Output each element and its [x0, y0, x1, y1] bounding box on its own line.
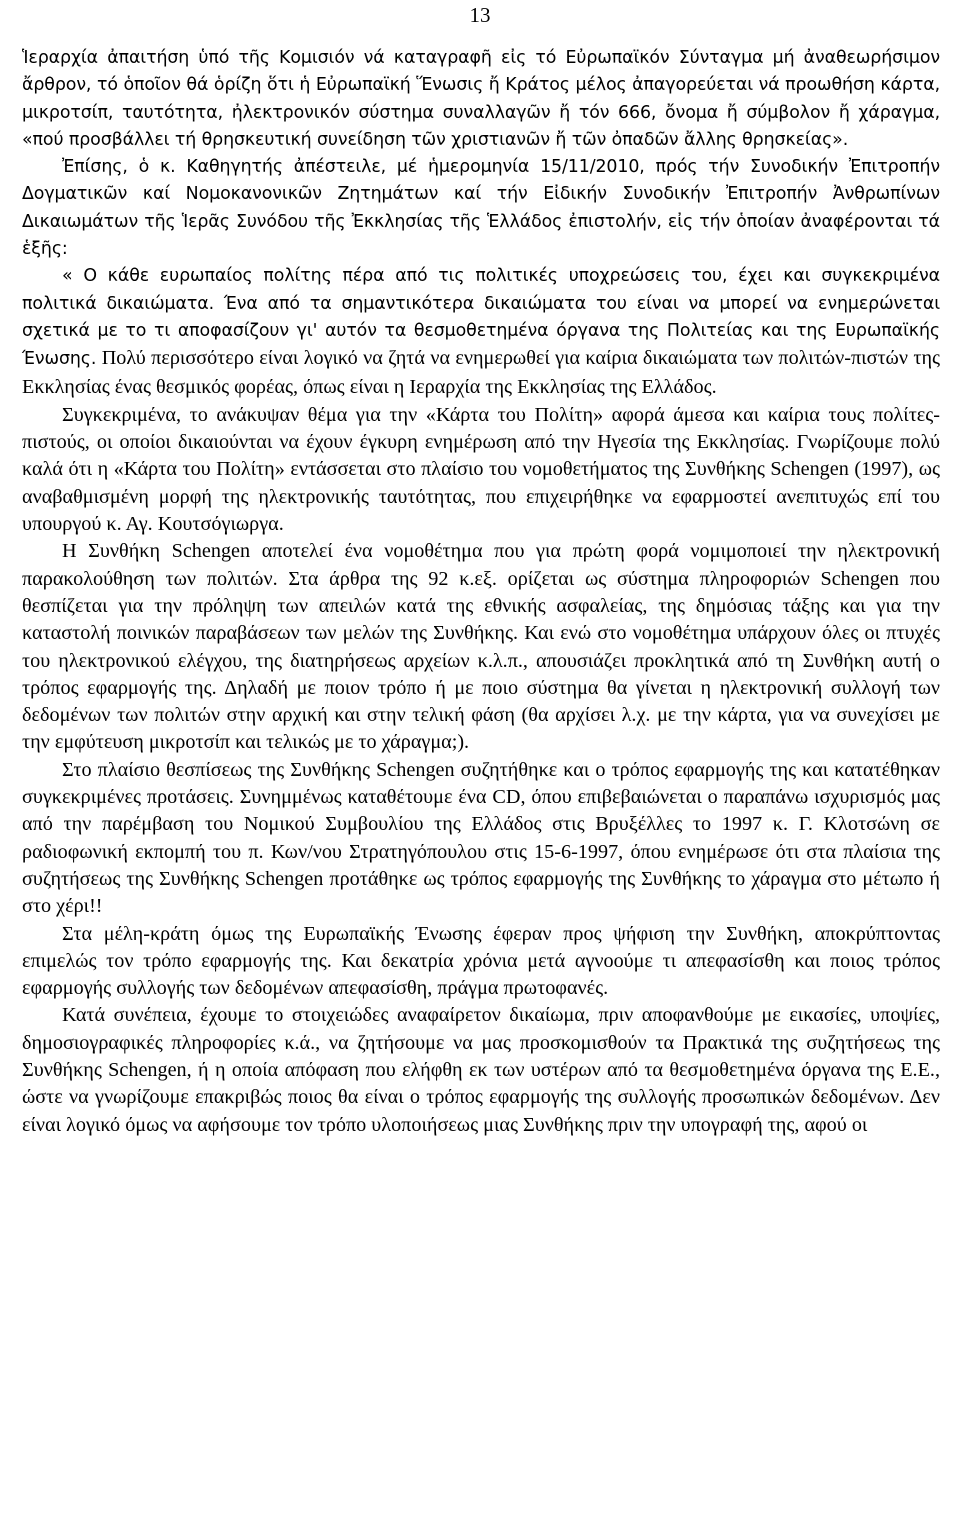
- paragraph: [22, 921, 940, 1003]
- document-body: [22, 45, 940, 1139]
- paragraph-text: Συγκεκριμένα, το ανάκυψαν θέμα για την «Κάρτα του Πολίτη» αφορά άμεσα και καίρια τους πολίτες-πιστούς, οι οποίοι δικαιούνται να έχουν έγκυρη ενημέρωση από την Ηγεσία της Εκκλησίας. Γνωρίζουμε πολύ καλά ότι η «Κάρτα του Πολίτη» εντάσσεται στο πλαίσιο του νομοθετήματος της Συνθήκης Schengen (1997), ως αναβαθμισμένη μορφή της ηλεκτρονικής ταυτότητας, που επιχειρήθηκε να εφαρμοστεί ανεπιτυχώς επί του υπουργού κ. Αγ. Κουτσόγιωργα.: [22, 403, 940, 536]
- paragraph-text: Ἐπίσης, ὁ κ. Καθηγητής ἀπέστειλε, μέ ἡμερομηνία 15/11/2010, πρός τήν Συνοδικήν Ἐπιτροπήν Δογματικῶν καί Νομοκανονικῶν Ζητημάτων καί τήν Εἰδικήν Συνοδικήν Ἐπιτροπήν Ἀνθρωπίνων Δικαιωμάτων τῆς Ἱερᾶς Συνόδου τῆς Ἐκκλησίας τῆς Ἑλλάδος ἐπιστολήν, εἰς τήν ὁποίαν ἀναφέρονται τά ἑξῆς:: [22, 157, 940, 260]
- paragraph-text: Η Συνθήκη Schengen αποτελεί ένα νομοθέτημα που για πρώτη φορά νομιμοποιεί την ηλεκτρονική παρακολούθηση των πολιτών. Στα άρθρα της 92 κ.εξ. ορίζεται ως σύστημα πληροφοριών Schengen που θεσπίζεται για την πρόληψη των απειλών κατά της εθνικής ασφαλείας, της δημόσιας τάξης και για την καταστολή ποινικών παραβάσεων των μελών της Συνθήκης. Και ενώ στο νομοθέτημα υπάρχουν όλες οι πτυχές του ηλεκτρονικού ελέγχου, της διατηρήσεως αρχείων κ.λ.π., απουσιάζει προκλητικά από τη Συνθήκη αυτή ο τρόπος εφαρμογής της. Δηλαδή με ποιον τρόπο ή με ποιο σύστημα θα γίνεται η ηλεκτρονική συλλογή των δεδομένων των πολιτών στην αρχική και στην τελική φάση (θα αρχίσει λ.χ. με την κάρτα, για να συνεχίσει με την εμφύτευση μικροτσίπ και τελικώς με το χάραγμα;).: [22, 540, 940, 754]
- paragraph-quote-start: [22, 263, 940, 401]
- paragraph: [22, 757, 940, 921]
- paragraph: [22, 1002, 940, 1138]
- paragraph: [22, 402, 940, 538]
- paragraph: [22, 45, 940, 154]
- paragraph-text: Στα μέλη-κράτη όμως της Ευρωπαϊκής Ένωσης έφεραν προς ψήφιση την Συνθήκη, αποκρύπτοντας επιμελώς τον τρόπο εφαρμογής της. Και δεκατρία χρόνια μετά αγνοούμε τι απεφασίσθη και ποιος τρόπος εφαρμογής συλλογής των δεδομένων απεφασίσθη, πράγμα πρωτοφανές.: [22, 922, 940, 1000]
- paragraph-text: Πολύ περισσότερο είναι λογικό να ζητά να ενημερωθεί για καίρια δικαιώματα των πολιτών-πιστών της Εκκλησίας ένας θεσμικός φορέας, όπως είναι η Ιεραρχία της Εκκλησίας της Ελλάδος.: [22, 347, 940, 398]
- paragraph: [22, 154, 940, 263]
- paragraph: [22, 538, 940, 756]
- page-number: 13: [469, 3, 491, 27]
- paragraph-text: « Ο κάθε ευρωπαίος πολίτης πέρα από τις πολιτικές υποχρεώσεις του, έχει και συγκεκριμένα πολιτικά δικαιώματα. Ένα από τα σημαντικότερα δικαιώματα του είναι να μπορεί να ενημερώνεται σχετικά με το τι αποφασίζουν γι' αυτόν τα θεσμοθετημένα όργανα της Πολιτείας και της Ευρωπαϊκής Ένωσης.: [22, 266, 940, 370]
- paragraph-text: Ἱεραρχία ἀπαιτήση ὑπό τῆς Κομισιόν νά καταγραφῆ εἰς τό Εὐρωπαϊκόν Σύνταγμα μή ἀναθεωρήσιμον ἄρθρον, τό ὁποῖον θά ὁρίζη ὅτι ἡ Εὐρωπαϊκή Ἕνωσις ἤ Κράτος μέλος ἀπαγορεύεται νά προωθήση κάρτα, μικροτσίπ, ταυτότητα, ἠλεκτρονικόν σύστημα συναλλαγῶν ἤ τόν 666, ὄνομα ἤ σύμβολον ἤ χάραγμα, «πού προσβάλλει τή θρησκευτική συνείδηση τῶν χριστιανῶν ἤ τῶν ὀπαδῶν ἄλλης θρησκείας».: [22, 48, 940, 150]
- paragraph-text: Κατά συνέπεια, έχουμε το στοιχειώδες αναφαίρετον δικαίωμα, πριν αποφανθούμε με εικασίες, υποψίες, δημοσιογραφικές πληροφορίες κ.ά., να ζητήσουμε να μας προσκομισθούν τα Πρακτικά της συζητήσεως της Συνθήκης Schengen, ή η οποία απόφαση που ελήφθη εκ των υστέρων από τα θεσμοθετημένα όργανα της Ε.Ε., ώστε να γνωρίζουμε επακριβώς ποιος θα είναι ο τρόπος εφαρμογής της συλλογής προσωπικών δεδομένων. Δεν είναι λογικό όμως να αφήσουμε τον τρόπο υλοποιήσεως μιας Συνθήκης πριν την υπογραφή της, αφού οι: [22, 1004, 940, 1136]
- paragraph-text: Στο πλαίσιο θεσπίσεως της Συνθήκης Schengen συζητήθηκε και ο τρόπος εφαρμογής της και κατατέθηκαν συγκεκριμένες προτάσεις. Συνημμένως καταθέτουμε ένα CD, όπου επιβεβαιώνεται ο παραπάνω ισχυρισμός μας από την παρέμβαση του Νομικού Συμβουλίου της Ελλάδος στις Βρυξέλλες το 1997 κ. Γ. Κλοτσώνη σε ραδιοφωνική εκπομπή του π. Κων/νου Στρατηγόπουλου στις 15-6-1997, όπου ενημέρωσε ότι στα πλαίσια της συζητήσεως της Συνθήκης Schengen προτάθηκε ως τρόπος εφαρμογής της Συνθήκης το χάραγμα στο μέτωπο ή στο χέρι!!: [22, 758, 940, 918]
